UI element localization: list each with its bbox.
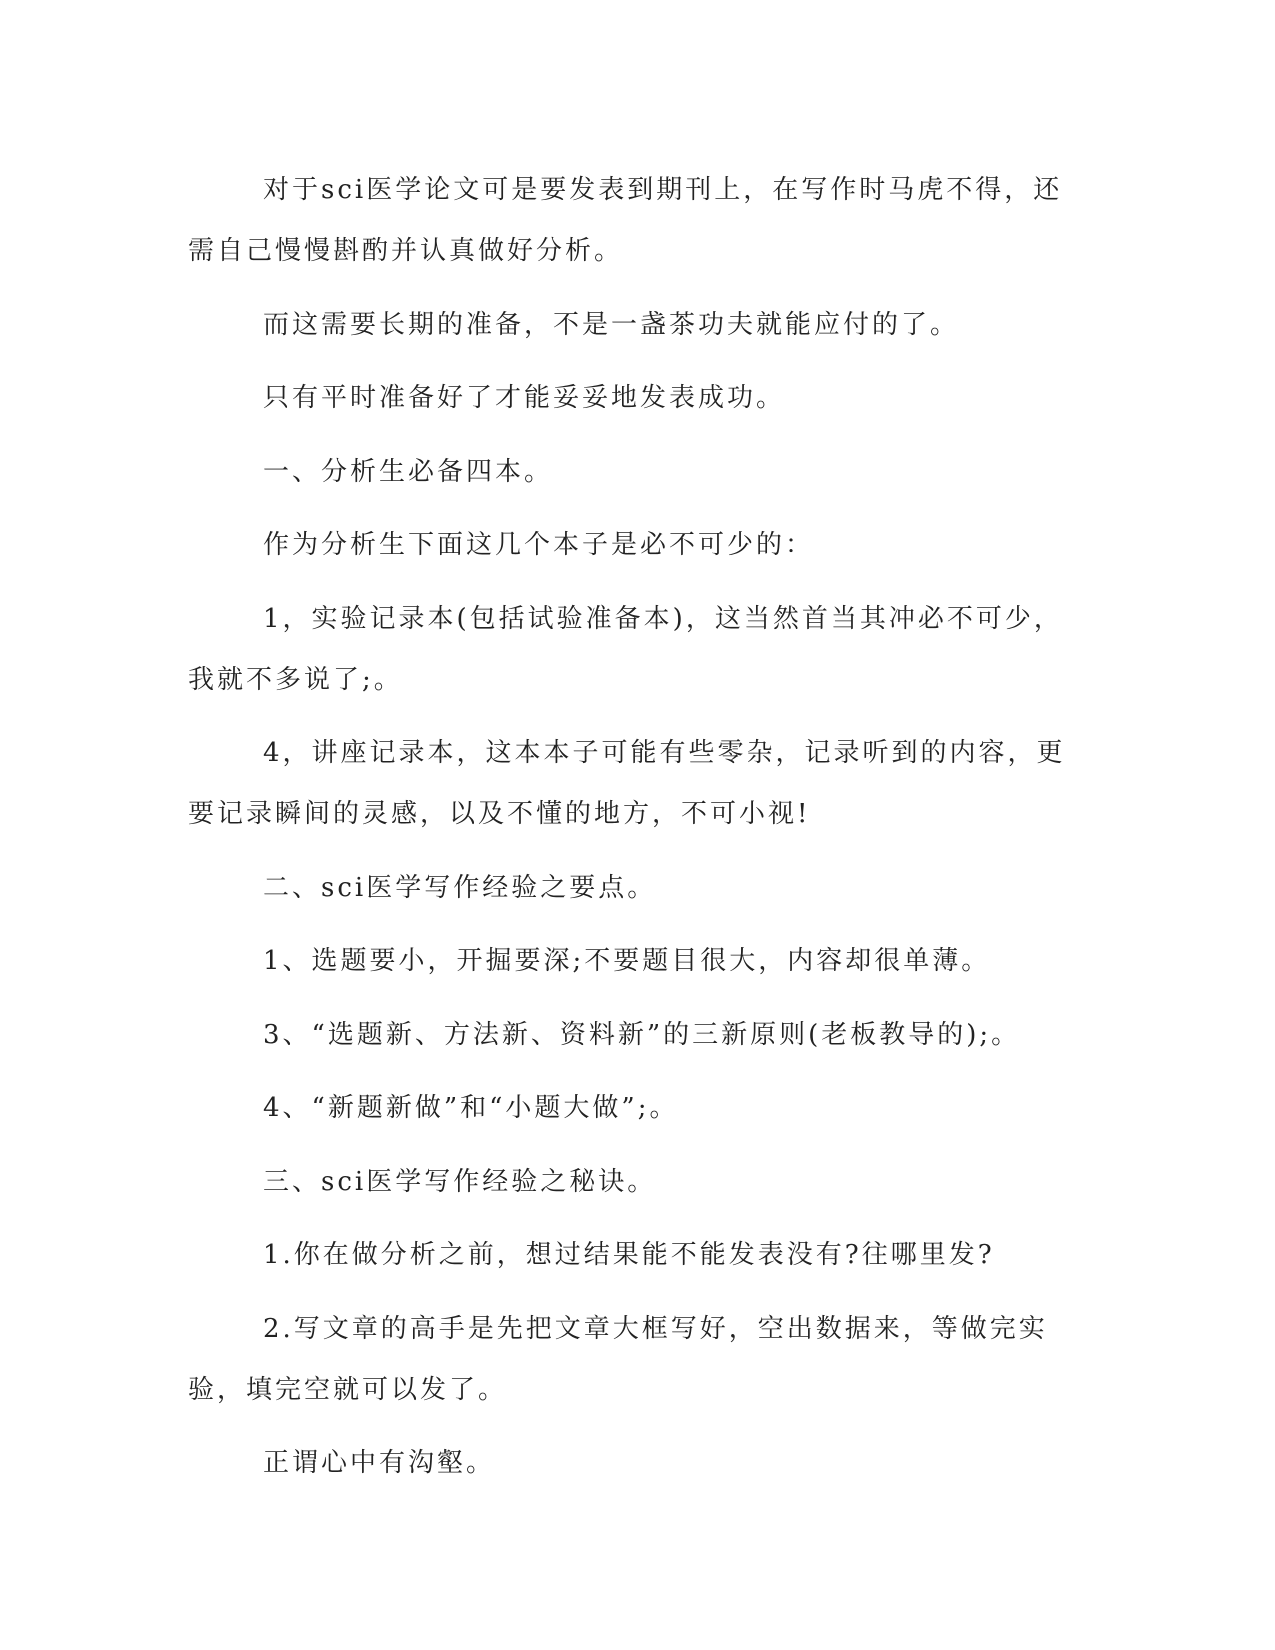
section-heading-2: 二、sci医学写作经验之要点。 [263, 872, 657, 903]
list-item-point-1: 1、选题要小，开掘要深;不要题目很大，内容却很单薄。 [263, 946, 991, 976]
paragraph-1: 对于sci医学论文可是要发表到期刊上，在写作时马虎不得，还需自己慢慢斟酌并认真做好分析。 [188, 175, 1063, 266]
paragraph-3: 只有平时准备好了才能妥妥地发表成功。 [263, 383, 786, 413]
list-item-point-4: 4、“新题新做”和“小题大做”;。 [263, 1093, 679, 1123]
section-heading-1: 一、分析生必备四本。 [263, 456, 554, 487]
document-body [188, 160, 1078, 1507]
paragraph-5: 作为分析生下面这几个本子是必不可少的： [263, 530, 815, 560]
section-heading-3: 三、sci医学写作经验之秘诀。 [263, 1166, 657, 1197]
closing-paragraph: 正谓心中有沟壑。 [263, 1448, 496, 1478]
paragraph-2: 而这需要长期的准备，不是一盏茶功夫就能应付的了。 [263, 309, 960, 340]
list-item-notebook-4: 4，讲座记录本，这本本子可能有些零杂，记录听到的内容，更要记录瞬间的灵感，以及不懂的地方，不可小视! [188, 738, 1066, 829]
list-item-point-3: 3、“选题新、方法新、资料新”的三新原则(老板教导的);。 [263, 1019, 1021, 1050]
list-item-secret-1: 1.你在做分析之前，想过结果能不能发表没有?往哪里发? [263, 1240, 995, 1270]
list-item-notebook-1: 1，实验记录本(包括试验准备本)，这当然首当其冲必不可少，我就不多说了;。 [188, 603, 1063, 695]
list-item-secret-2: 2.写文章的高手是先把文章大框写好，空出数据来，等做完实验，填完空就可以发了。 [188, 1313, 1048, 1405]
